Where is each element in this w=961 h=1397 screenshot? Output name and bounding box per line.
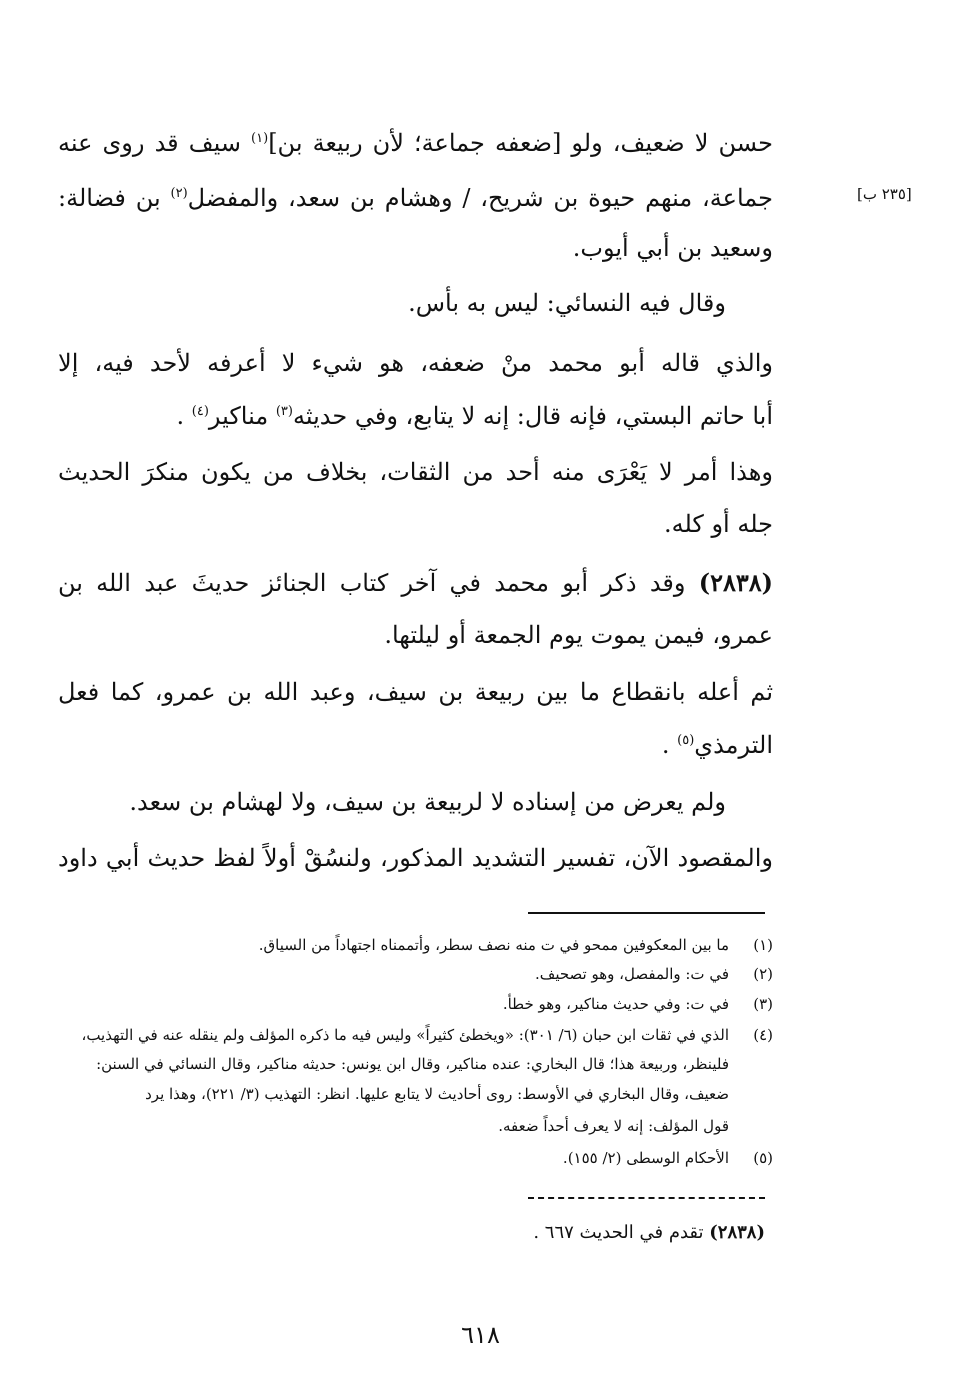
- body-line-13: ولم يعرض من إسناده لا لربيعة بن سيف، ولا لهشام بن سعد.: [129, 788, 726, 816]
- hadith-number: (٢٨٣٨): [698, 568, 773, 597]
- hadith-reference-note: (٢٨٣٨) تقدم في الحديث ٦٦٧ .: [533, 1222, 765, 1243]
- body-line-8: جله أو كله.: [663, 510, 773, 538]
- footnote-5: (٥)الأحكام الوسطى (٢/ ١٥٥).: [562, 1149, 773, 1167]
- body-line-3: وسعيد بن أبي أيوب.: [572, 234, 773, 262]
- body-line-6: أبا حاتم البستي، فإنه قال: إنه لا يتابع، وفي حديثه$^{(٣)}$ مناكير$^{(٤)}$ .: [176, 402, 773, 430]
- body-line-9: (٢٨٣٨) وقد ذكر أبو محمد في آخر كتاب الجنائز حديثَ عبد الله بن: [58, 568, 773, 597]
- body-line-10: عمرو، فيمن يموت يوم الجمعة أو ليلتها.: [384, 621, 773, 649]
- body-line-2: جماعة، منهم حيوة بن شريح، / وهشام بن سعد، والمفضل$^{(٢)}$ بن فضالة:: [58, 184, 773, 212]
- page-number: ٦١٨: [461, 1321, 500, 1349]
- body-line-11: ثم أعله بانقطاع ما بين ربيعة بن سيف، وعبد الله بن عمرو، كما فعل: [58, 678, 773, 706]
- footnote-2: (٢)في ت: والمفصل، وهو تصحيف.: [535, 965, 773, 983]
- footnote-4-line-2: فلينظر، وربيعة هذا؛ قال البخاري: عنده مناكير، وقال ابن يونس: حديثه مناكير، وقال النسائي في السنن:: [96, 1055, 729, 1073]
- body-line-14: والمقصود الآن، تفسير التشديد المذكور، ولنسُقْ أولاً لفظ حديث أبي داود: [58, 844, 773, 872]
- footnote-1: (١)ما بين المعكوفين ممحو في ت منه نصف سطر، وأتممناه اجتهاداً من السياق.: [258, 936, 773, 954]
- footnote-ref-5: (٥): [677, 733, 695, 748]
- footnote-4-line-4: قول المؤلف: إنه لا يعرف أحداً ضعفه.: [498, 1117, 729, 1135]
- manuscript-folio-marker: [٢٣٥ ب]: [857, 185, 912, 203]
- body-line-12: الترمذي$^{(٥)}$ .: [661, 731, 773, 759]
- footnote-separator: [528, 912, 765, 914]
- footnote-ref-2: (٢): [170, 186, 188, 201]
- footnote-ref-3: (٣): [275, 404, 293, 419]
- footnote-4-line-3: ضعيف، وقال البخاري في الأوسط: روى أحاديث لا يتابع عليها. انظر: التهذيب (٣/ ٢٢١)، وهذا يرد: [145, 1085, 729, 1103]
- body-line-4: وقال فيه النسائي: ليس به بأس.: [408, 289, 726, 317]
- footnote-ref-1: (١): [251, 131, 269, 146]
- reference-separator: [528, 1197, 765, 1199]
- footnote-3: (٣)في ت: وفي حديث مناكير، وهو خطأ.: [502, 995, 773, 1013]
- footnote-4: (٤)الذي في ثقات ابن حبان (٦/ ٣٠١): «ويخطئ كثيراً» وليس فيه ما ذكره المؤلف ولم ينقله عنه في التهذيب،: [81, 1026, 773, 1044]
- body-line-1: حسن لا ضعيف، ولو [ضعفه جماعة؛ لأن ربيعة بن]$^{(١)}$ سيف قد روى عنه: [58, 129, 773, 157]
- footnote-ref-4: (٤): [191, 404, 209, 419]
- body-line-7: وهذا أمر لا يَعْرَى منه أحد من الثقات، بخلاف من يكون منكرَ الحديث: [58, 458, 773, 486]
- body-line-5: والذي قاله أبو محمد منْ ضعفه، هو شيء لا أعرفه لأحد فيه، إلا: [58, 349, 773, 377]
